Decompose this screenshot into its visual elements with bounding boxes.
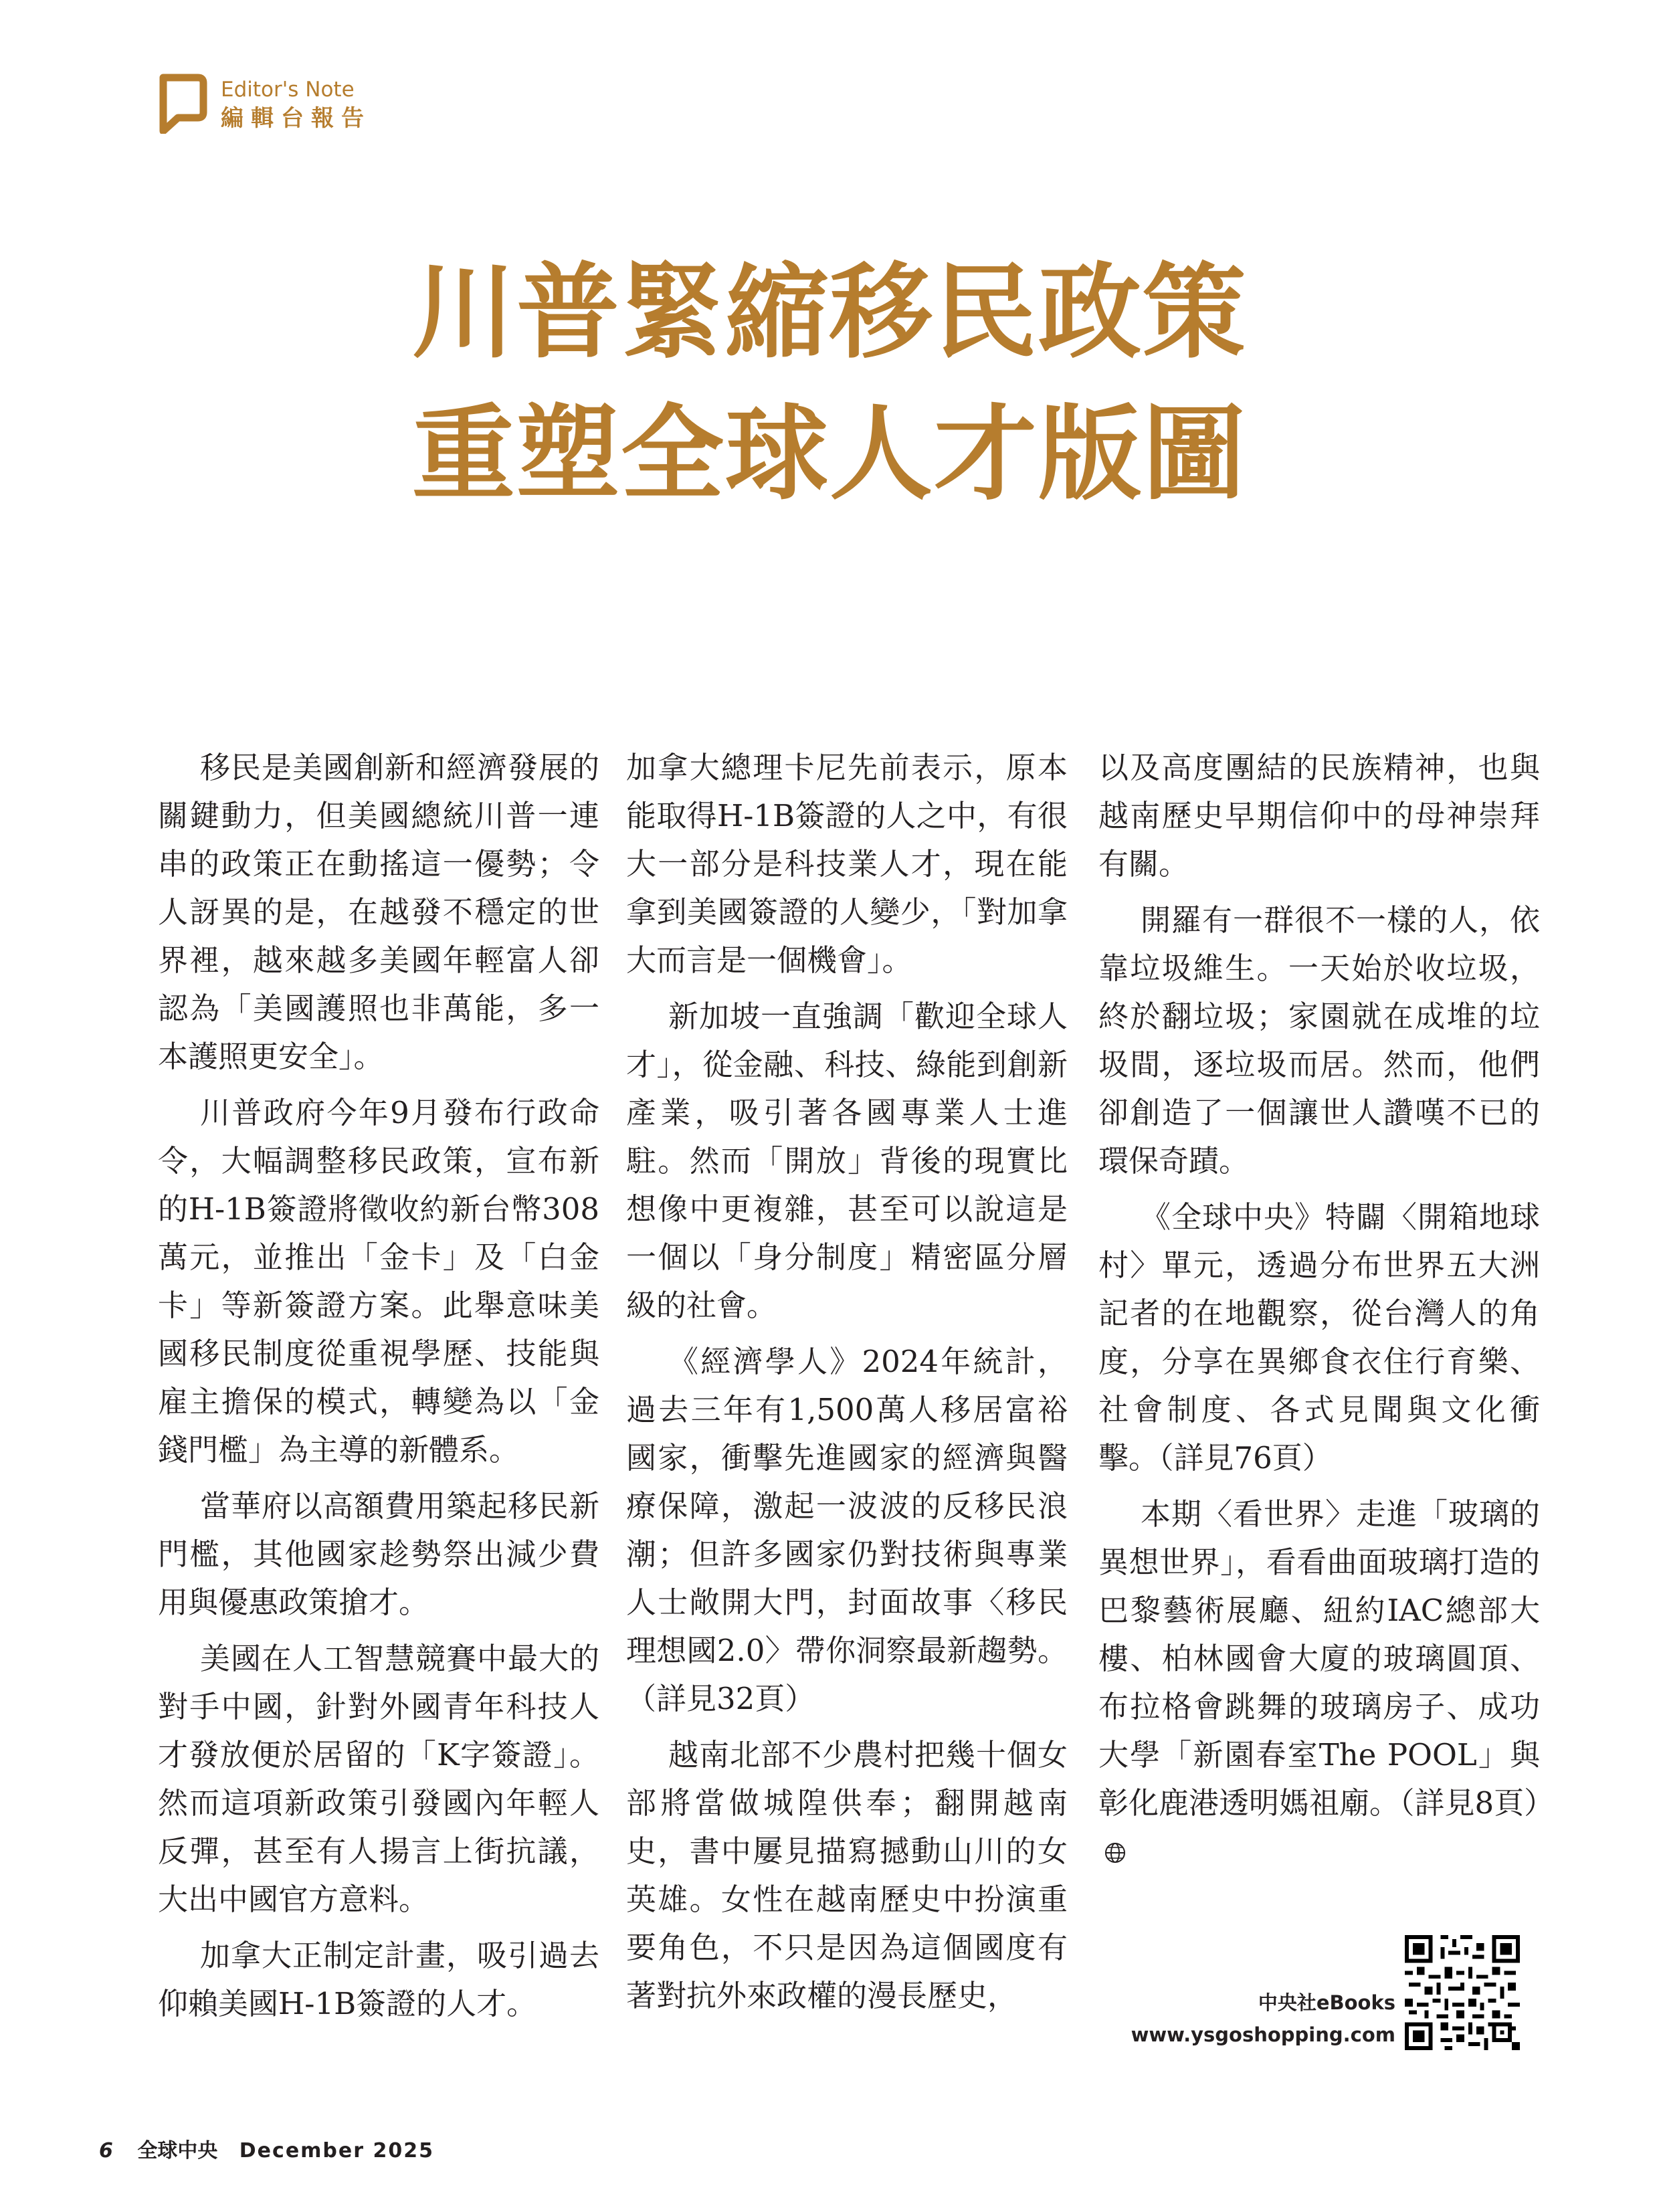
section-label-zh: 編輯台報告 [221,105,371,132]
paragraph: 移民是美國創新和經濟發展的關鍵動力，但美國總統川普一連串的政策正在動搖這一優勢；令人訝異的是，在越發不穩定的世界裡，越來越多美國年輕富人卻認為「美國護照也非萬能，多一本護照更安全」。 [158,750,599,1074]
section-label-en: Editor's Note [221,78,355,102]
globe-end-icon [1104,1841,1127,1864]
publication-name: 全球中央 [137,2139,218,2163]
paragraph-continued: 以及高度團結的民族精神，也與越南歷史早期信仰中的母神崇拜有關。 [1098,750,1540,882]
speech-bubble-icon [158,74,209,134]
issue-date: December 2025 [239,2139,434,2163]
paragraph-continued: 加拿大總理卡尼先前表示，原本能取得H-1B簽證的人之中，有很大一部分是科技業人才，現在能拿到美國簽證的人變少，「對加拿大而言是一個機會」。 [626,750,1068,978]
page-footer [99,2134,434,2163]
paragraph-text: 本期〈看世界〉走進「玻璃的異想世界」，看看曲面玻璃打造的巴黎藝術展廳、紐約IAC總部大樓、柏林國會大廈的玻璃圓頂、布拉格會跳舞的玻璃房子、成功大學「新園春室The POOL」與彰化鹿港透明媽祖廟。（詳見8頁） [1098,1496,1555,1821]
article-title [0,242,1659,526]
title-line-1: 川普緊縮移民政策 [411,253,1247,373]
article-column-3 [1098,744,1555,1884]
paragraph: 美國在人工智慧競賽中最大的對手中國，針對外國青年科技人才發放便於居留的「K字簽證」。然而這項新政策引發國內年輕人反彈，甚至有人揚言上街抗議，大出中國官方意料。 [158,1641,599,1917]
article-column-2 [626,744,1068,2028]
ebook-url[interactable]: www.ysgoshopping.com [1131,2023,1395,2046]
paragraph: 川普政府今年9月發布行政命令，大幅調整移民政策，宣布新的H-1B簽證將徵收約新台幣308萬元，並推出「金卡」及「白金卡」等新簽證方案。此舉意味美國移民制度從重視學歷、技能與雇主擔保的模式，轉變為以「金錢門檻」為主導的新體系。 [158,1095,599,1468]
article-column-1 [158,744,599,2036]
page-number: 6 [99,2139,113,2163]
paragraph: 加拿大正制定計畫，吸引過去仰賴美國H-1B簽證的人才。 [158,1938,599,2021]
paragraph: 《全球中央》特闢〈開箱地球村〉單元，透過分布世界五大洲記者的在地觀察，從台灣人的角度，分享在異鄉食衣住行育樂、社會制度、各式見聞與文化衝擊。（詳見76頁） [1098,1199,1540,1476]
header-text [221,76,371,134]
paragraph: 新加坡一直強調「歡迎全球人才」，從金融、科技、綠能到創新產業，吸引著各國專業人士進駐。然而「開放」背後的現實比想像中更複雜，甚至可以說這是一個以「身分制度」精密區分層級的社會。 [626,999,1068,1323]
paragraph: 《經濟學人》2024年統計，過去三年有1,500萬人移居富裕國家，衝擊先進國家的經濟與醫療保障，激起一波波的反移民浪潮；但許多國家仍對技術與專業人士敞開大門，封面故事〈移民理想國2.0〉帶你洞察最新趨勢。（詳見32頁） [626,1344,1068,1716]
ebook-promo [1104,1987,1395,2051]
paragraph: 開羅有一群很不一樣的人，依靠垃圾維生。一天始於收垃圾，終於翻垃圾；家園就在成堆的垃圾間，逐垃圾而居。然而，他們卻創造了一個讓世人讚嘆不已的環保奇蹟。 [1098,902,1540,1179]
title-line-2: 重塑全球人才版圖 [411,395,1247,514]
paragraph-last [1098,1490,1555,1876]
qr-code-icon[interactable] [1405,1935,1520,2050]
paragraph: 越南北部不少農村把幾十個女部將當做城隍供奉；翻開越南史，書中屢見描寫撼動山川的女英雄。女性在越南歷史中扮演重要角色，不只是因為這個國度有著對抗外來政權的漫長歷史， [626,1737,1068,2013]
paragraph: 當華府以高額費用築起移民新門檻，其他國家趁勢祭出減少費用與優惠政策搶才。 [158,1488,599,1620]
ebook-name: 中央社eBooks [1258,1991,1395,2014]
